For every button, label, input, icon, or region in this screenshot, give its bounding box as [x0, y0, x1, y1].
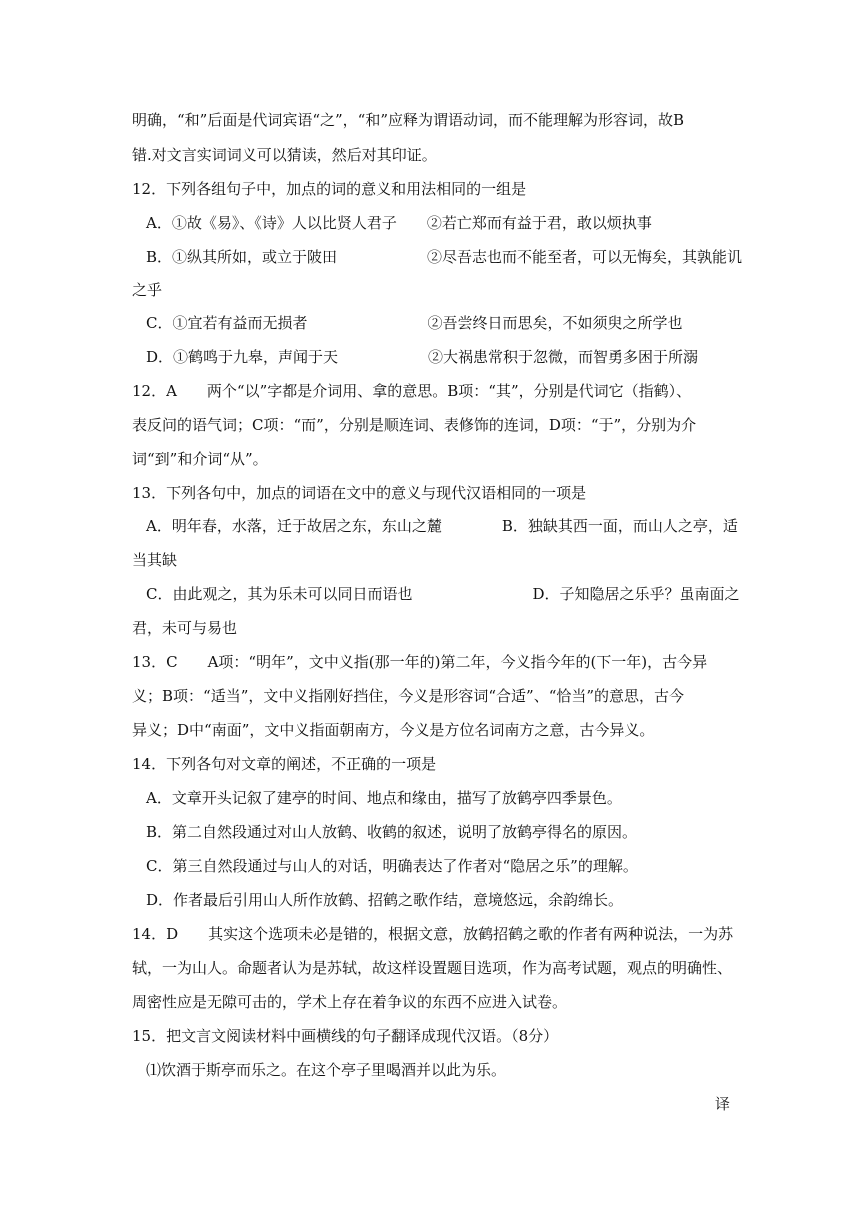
- question-14-title: 14．下列各句对文章的阐述，不正确的一项是: [132, 755, 437, 773]
- option-12-d: D．①鹤鸣于九皋，声闻于天 ②大祸患常积于忽微，而智勇多困于所溺: [146, 348, 699, 366]
- question-13-title: 13．下列各句中，加点的词语在文中的意义与现代汉语相同的一项是: [132, 484, 587, 502]
- option-13-c-d: C．由此观之，其为乐未可以同日而语也 D．子知隐居之乐乎？虽南面之: [146, 585, 740, 603]
- text-line: 表反问的语气词；C项：“而”，分别是顺连词、表修饰的连词，D项：“于”，分别为介: [132, 416, 697, 434]
- option-12-a: A．①故《易》、《诗》人以比贤人君子 ②若亡郑而有益于君，敢以烦执事: [146, 214, 652, 232]
- text-line: 君，未可与易也: [132, 619, 238, 637]
- text-line: 当其缺: [132, 551, 178, 569]
- text-line: 周密性应是无隙可击的，学术上存在着争议的东西不应进入试卷。: [132, 993, 568, 1011]
- option-14-b: B．第二自然段通过对山人放鹤、收鹤的叙述，说明了放鹤亭得名的原因。: [146, 823, 638, 841]
- question-12-title: 12．下列各组句子中，加点的词的意义和用法相同的一组是: [132, 180, 527, 198]
- answer-14: 14．D 其实这个选项未必是错的，根据文意，放鹤招鹤之歌的作者有两种说法，一为苏: [132, 925, 734, 943]
- text-line: 异义；D中“南面”，文中义指面朝南方，今义是方位名词南方之意，古今异义。: [132, 721, 655, 739]
- text-line: 明确，“和”后面是代词宾语“之”，“和”应释为谓语动词，而不能理解为形容词，故B: [132, 111, 685, 129]
- text-line: 之乎: [132, 281, 163, 299]
- option-13-a-b: A．明年春，水落，迁于故居之东，东山之麓 B．独缺其西一面，而山人之亭，适: [146, 517, 738, 535]
- option-12-c: C．①宜若有益而无损者 ②吾尝终日而思矣，不如须臾之所学也: [146, 314, 683, 332]
- answer-12: 12．A 两个“以”字都是介词用、拿的意思。B项：“其”，分别是代词它（指鹤）、: [132, 382, 692, 400]
- text-line: 译: [714, 1095, 730, 1113]
- option-14-d: D．作者最后引用山人所作放鹤、招鹤之歌作结，意境悠远，余韵绵长。: [146, 891, 624, 909]
- option-14-a: A．文章开头记叙了建亭的时间、地点和缘由，描写了放鹤亭四季景色。: [146, 789, 622, 807]
- text-line: 义；B项：“适当”，文中义指刚好挡住，今义是形容词“合适”、“恰当”的意思，古今: [132, 687, 685, 705]
- text-line: 轼，一为山人。命题者认为是苏轼，故这样设置题目选项，作为高考试题，观点的明确性、: [132, 959, 733, 977]
- text-line: 词“到”和介词“从”。: [132, 450, 268, 468]
- question-15-title: 15．把文言文阅读材料中画横线的句子翻译成现代汉语。（8分）: [132, 1027, 559, 1045]
- option-14-c: C．第三自然段通过与山人的对话，明确表达了作者对“隐居之乐”的理解。: [146, 857, 638, 875]
- text-line: 错.对文言实词词义可以猜读，然后对其印证。: [132, 146, 437, 164]
- answer-13: 13．C A项：“明年”，文中义指(那一年的)第二年，今义指今年的(下一年)，古今异: [132, 653, 708, 671]
- sentence-15-1: ⑴饮酒于斯亭而乐之。在这个亭子里喝酒并以此为乐。: [146, 1061, 507, 1079]
- option-12-b: B．①纵其所如，或立于陂田 ②尽吾志也而不能至者，可以无悔矣，其孰能讥: [146, 248, 743, 266]
